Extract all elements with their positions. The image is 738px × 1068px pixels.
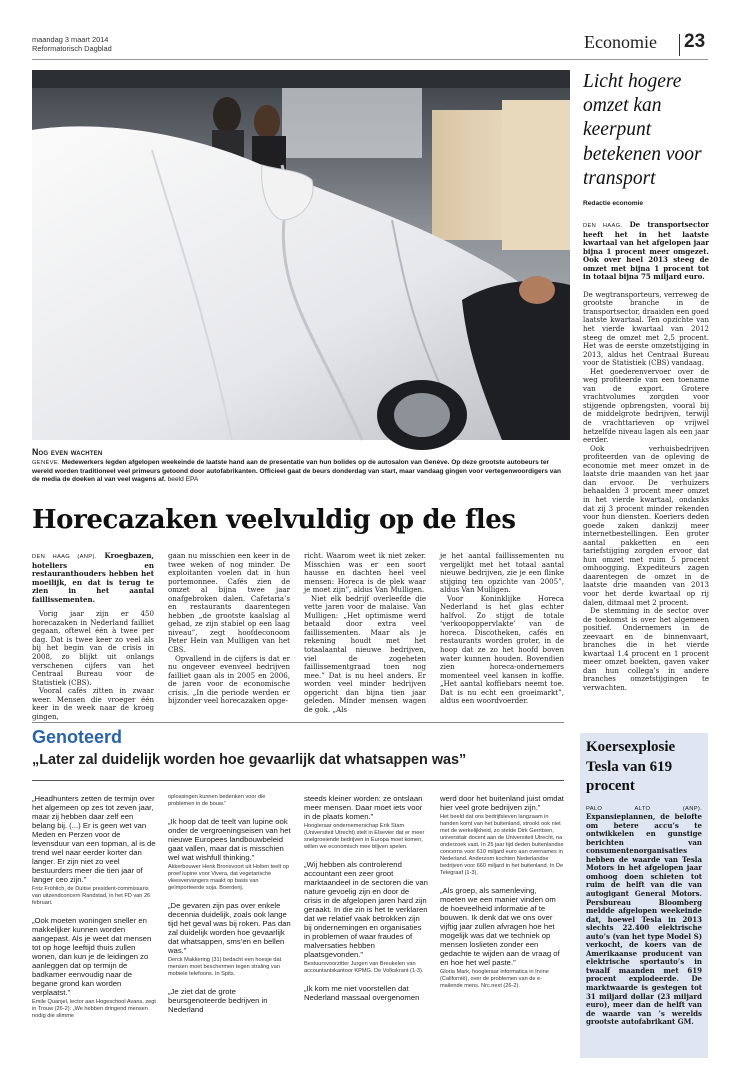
caption-credit: beeld EPA — [167, 476, 199, 484]
genoteerd-col-1 — [32, 794, 156, 1056]
quote-text: werd door het buitenland juist omdat hier veel grote bedrijven zijn.” — [440, 794, 564, 812]
side-article-lead-text: De transportsector heeft het in het laatste kwartaal van het afgelopen jaar bijna 1 procent meer omgezet. Ook over heel 2013 steeg de omzet met bijna 1 procent tot in totaal bijna 75 miljard euro. — [583, 220, 709, 282]
quote-text: „Als groep, als samenleving, moeten we een manier vinden om de hoeveelheid informatie af te bouwen. Ik denk dat we ons over vijftig jaar zullen afvragen hoe het mogelijk was dat we techniek op mensen loslieten zonder een gedachte te wijden aan de vraag of en hoe het wel paste.” — [440, 886, 560, 967]
quote-source: oplossingen kunnen bedenken voor die problemen in de bouw.” — [168, 794, 266, 807]
main-article-col-3 — [304, 552, 426, 712]
side-p3: Ook verhuisbedrijven profiteerden van de opleving de economie met meer omzet in de laatste drie maanden van het jaar dan ervoor. De verhuizers behaalden 3 procent meer omzet in het vierde kwartaal, ondanks dat zij 3 procent minder rekenden voor hun diensten. Koeriers deden goede zaken dankzij meer internetbestellingen. Een groter aantal pakketten en een tariefstijging zorgden ervoor dat hun omzet met ruim 5 procent omhoogging. Expediteurs zagen daarentegen de omzet in de laatste drie maanden van 2013 voor het derde kwartaal op rij dalen, ditmaal met 2 procent. — [583, 443, 709, 607]
side-p4: De stemming in de sector over de toekomst is over het algemeen positief. Ondernemers in de zeevaart en de binnenvaart, branches die in het vierde kwartaal 1.4 procent en 1 procent meer omzet boekten, gaven vaker dan hun collega’s in andere branches omzetstijgingen te verwachten. — [583, 606, 709, 692]
main-article-lead-text: Kroegbazen, hoteliers en restauranthouders hebben het moeilijk, en dat is terug te zien in het aantal faillissementen. — [32, 551, 154, 604]
car-cover-illustration — [32, 70, 570, 440]
caption-dateline: GENÈVE. — [32, 460, 60, 466]
main-headline: Horecazaken veelvuldig op de fles — [32, 505, 516, 535]
quote-text: steeds kleiner worden: ze ontslaan meer mensen. Daar moet iets voor in de plaats komen.” — [304, 794, 423, 821]
masthead-paper: Reformatorisch Dagblad — [32, 44, 112, 53]
autosalon-photo — [32, 70, 570, 440]
side-headline: Licht hogere omzet kan keerpunt betekenen voor transport — [583, 71, 702, 189]
quote-text: „Headhunters zetten de termijn over het algemeen op zes tot zeven jaar, maar zij hebben daar zelf een belang bij. (...) Er is geen wet van Meden en Perzen voor de levensduur van een topman, al is de trend wel naar eerder korter dan langer. Er zijn niet zo veel bestuurders meer die tien jaar of langer ceo zijn.” — [32, 794, 156, 884]
main-col1-p2: Vooral cafés zitten in zwaar weer. Mensen die vroeger één keer in de week naar de kroeg gingen, — [32, 686, 154, 721]
tesla-body — [586, 804, 702, 1027]
quote-text: „Je ziet dat de grote beursgenoteerde bedrijven in Nederland — [168, 987, 268, 1014]
quote-source: Hoogleraar ondernemerschap Erik Stam (Universiteit Utrecht) stelt in Elsevier dat er meer snelgroeiende bedrijven in Europa moet komen, willen we economisch mee blijven spelen. — [304, 823, 425, 850]
main-article-dateline: DEN HAAG (ANP). — [32, 554, 97, 560]
main-article-col-2 — [168, 552, 290, 712]
side-p2: Het goederenvervoer over de weg profiteerde van een toename van de export. Grotere vrachtvolumes zorgden voor stijgende opbrengsten, vooral bij de middelgrote bedrijven, terwijl de vrachttarieven op vrijwel hetzelfde niveau lagen als een jaar eerder. — [583, 366, 709, 445]
quote-source: Het beeld dat ons bedrijfsleven langzaam in handen komt van het buitenland, strookt ook niet met de werkelijkheid, zo stelde Dirk Gerritsen, universitair docent aan de Universiteit Utrecht, na onderzoek vast. In 25 jaar tijd deden buitenlandse concerns voor 610 miljard euro aan overnames in Nederland. Anderzom kochten Nederlandse bedrijven voor 660 miljard in het buitenland. In De Telegraaf (1-3). — [440, 814, 564, 876]
main-col4-p2: Voor Koninklijke Horeca Nederland is het glas echter halfvol. Zo stijgt de totale ‘verkoopoppervlakte’ van de horeca. Discotheken, cafés en restaurants worden groter, in de hoop dat ze zo het hoofd boven water kunnen houden. Bovendien zien horeca-ondernemers momenteel veel kansen in koffie. „Het aantal koffiebars neemt toe. Dat is nu echt een groeimarkt”, aldus een woordvoerder. — [440, 593, 564, 706]
caption-text: Medewerkers legden afgelopen weekeinde de laatste hand aan de presentatie van hun bolides op de autosalon van Genève. Op deze grootste autobeurs ter wereld worden traditioneel veel primeurs getoond door autofabrikanten. Officieel gaat de beurs donderdag van start, maar vandaag gingen voor vertegenwoordigers van de media de doeken al van veel wagens af. — [32, 459, 562, 484]
tesla-dateline: PALO ALTO (ANP). — [586, 805, 702, 812]
tesla-headline: Koersexplosie Tesla van 619 procent — [586, 739, 676, 794]
main-col2-p2: Opvallend in de cijfers is dat er nu ongeveer evenveel bedrijven failliet gaan als in 2005 en 2006, de jaren voor de economische crisis. „In die periode werden er bijzonder veel horecazaken opge- — [168, 653, 290, 706]
main-col1-p1: Vorig jaar zijn er 450 horecazaken in Nederland failliet gegaan, oftewel één à twee per dag. Dat is twee keer zo veel als bij het begin van de crisis in 2008, zo blijkt uit onlangs verschenen cijfers van het Centraal Bureau voor de Statistiek (CBS). — [32, 609, 154, 687]
page-number: 23 — [684, 31, 706, 52]
side-article-body — [583, 221, 709, 711]
main-article-col-1 — [32, 551, 154, 721]
side-article-dateline: DEN HAAG. — [583, 223, 623, 229]
main-col2-p1: gaan nu misschien een keer in de twee weken of nog minder. De exploitanten voelen dat in hun portemonnee. Cafés zien de omzet al bijna twee jaar onafgebroken dalen. Cafetaria’s en restaurants daarentegen hebben „de grootste kaalslag al gehad, ze zijn stabiel op een laag niveau”, zegt hoofdeconoom Peter Hein van Mulligen van het CBS. — [168, 551, 290, 655]
quote-source: Emile Quanjel, lector aan Hogeschool Avans, zegt in Trouw (26-2): „We hebben dringend mensen nodig die slimme — [32, 999, 156, 1019]
quote-source: Fritz Fröhlich, de Duitse president-commissaris van uitzendconcern Randstad, in het FD van 26 februari. — [32, 886, 151, 906]
quote-text: „De gevaren zijn pas over enkele decennia duidelijk, zoals ook lange tijd het geval was bij roken. Pas dan zal duidelijk worden hoe gevaarlijk dat whatsappen, sms’en en bellen was.” — [168, 901, 291, 955]
section-title: Economie — [584, 32, 657, 52]
side-p1: De wegtransporteurs, verreweg de grootste branche in de transportsector, draaiden een goed laatste kwartaal. Ten opzichte van het vierde kwartaal van 2012 steeg de omzet met 2,5 procent. Het was de eerste omzetstijging in 2013, aldus het Centraal Bureau voor de Statistiek (CBS) vandaag. — [583, 289, 709, 368]
genoteerd-headline: „Later zal duidelijk worden hoe gevaarlijk dat whatsappen was” — [32, 752, 467, 768]
quote-source: Derck Makkering (31) bedacht een hoesje dat mensen moet beschermen tegen straling van mobiele telefoons. In Spits. — [168, 957, 282, 977]
photo-caption-title: Nog even wachten — [32, 447, 103, 457]
quote-source: Bestuursvoorzitter Jurgen van Breukelen van accountantskantoor KPMG. De Volkskrant (1-3). — [304, 961, 424, 974]
genoteerd-col-3 — [304, 794, 428, 1056]
genoteerd-headline-rule — [32, 780, 564, 781]
photo-caption — [32, 459, 570, 485]
section-divider — [679, 34, 680, 56]
genoteerd-label: Genoteerd — [32, 727, 123, 747]
side-byline: Redactie economie — [583, 200, 644, 207]
masthead-rule — [32, 59, 708, 60]
quote-text: „Ook moeten woningen sneller en makkelijker kunnen worden aangepast. Als je weet dat mensen tot op hoge leeftijd thuis zullen wonen, dan kun je de leidingen zo aanleggen dat op termijn de badkamer eenvoudig naar de begane grond kan worden verplaatst.” — [32, 916, 152, 997]
masthead-date: maandag 3 maart 2014 — [32, 35, 109, 44]
side-article-lead — [583, 221, 709, 282]
quote-text: „Ik hoop dat de teelt van lupine ook onder de vergroeningseisen van het nieuwe Europees landbouwbeleid gaat vallen, maar dat is misschien wel wat wishfull thinking.” — [168, 817, 291, 862]
main-col4-p1: je het aantal faillissementen nu vergelijkt met het totaal aantal nieuwe bedrijven, zie je een flinke stijging ten opzichte van 2005”, aldus Van Mulligen. — [440, 551, 564, 595]
main-article-lead — [32, 552, 154, 604]
main-article-col-4 — [440, 552, 564, 712]
genoteerd-col-4 — [440, 794, 564, 1056]
main-col3-p1: richt. Waarom weet ik niet zeker. Misschien was er een soort hausse en dachten heel veel mensen: Horeca is de plek waar je moet zijn”, aldus Van Mulligen. — [304, 551, 426, 595]
main-col3-p2: Niet elk bedrijf overleefde die vette jaren voor de malaise. Van Mulligen: „Het optimisme werd betaald door extra veel faillissementen. Maar als je rekening houdt met het totaalaantal nieuwe bedrijven, viel de zogeheten faillissementgraad toen nog mee.” Dat is nu heel anders. Er worden veel minder bedrijven opgericht dan bijna tien jaar geleden. Minder mensen wagen de gok. „Als — [304, 593, 426, 714]
quote-text: „Ik kom me niet voorstellen dat Nederland massaal overgenomen — [304, 984, 420, 1002]
quote-source: Akkerbouwer Henk Bronsvoort uit Holten teelt op proef lupine voor Vivera, dat vegetarische vleesvervangers maakt op basis van geïmporteerde soja. Boerderij. — [168, 864, 289, 891]
quote-text: „Wij hebben als controlerend accountant een zeer groot marktaandeel in de sectoren die van nature gevoelig zijn en door de crisis in de afgelopen jaren hard zijn geraakt. In die zin is het te verklaren dat we relatief vaak betrokken zijn bij ondernemingen en organisaties in problemen of waar fraudes of malversaties hebben plaatsgevonden.” — [304, 860, 428, 959]
genoteerd-col-2 — [168, 794, 292, 1056]
genoteerd-rule — [32, 722, 564, 723]
tesla-box — [580, 733, 708, 1058]
quote-source: Gloria Mark, hoogleraar informatica in Irvine (Californië), over de problemen van de e-mailende mens. Nrc.next (26-2). — [440, 969, 549, 989]
tesla-body-text: Expansieplannen, de belofte om betere accu’s te ontwikkelen en gunstige berichten van consumentenorganisaties hebben de waarde van Tesla Motors in het afgelopen jaar omhoog doen schieten tot ruim de helft van die van autogigant General Motors. Persbureau Bloomberg meldde afgelopen weekeinde dat, hoewel Tesla in 2013 slechts 22.400 elektrische auto’s (van het type Model S) verkocht, de koers van de Amerikaanse producent van elektrische sportauto’s in twaalf maanden met 619 procent explodeerde. De marktwaarde is gestegen tot 31 miljard dollar (23 miljard euro), meer dan de helft van de waarde van ’s werelds grootste autofabrikant GM. — [586, 812, 702, 1027]
